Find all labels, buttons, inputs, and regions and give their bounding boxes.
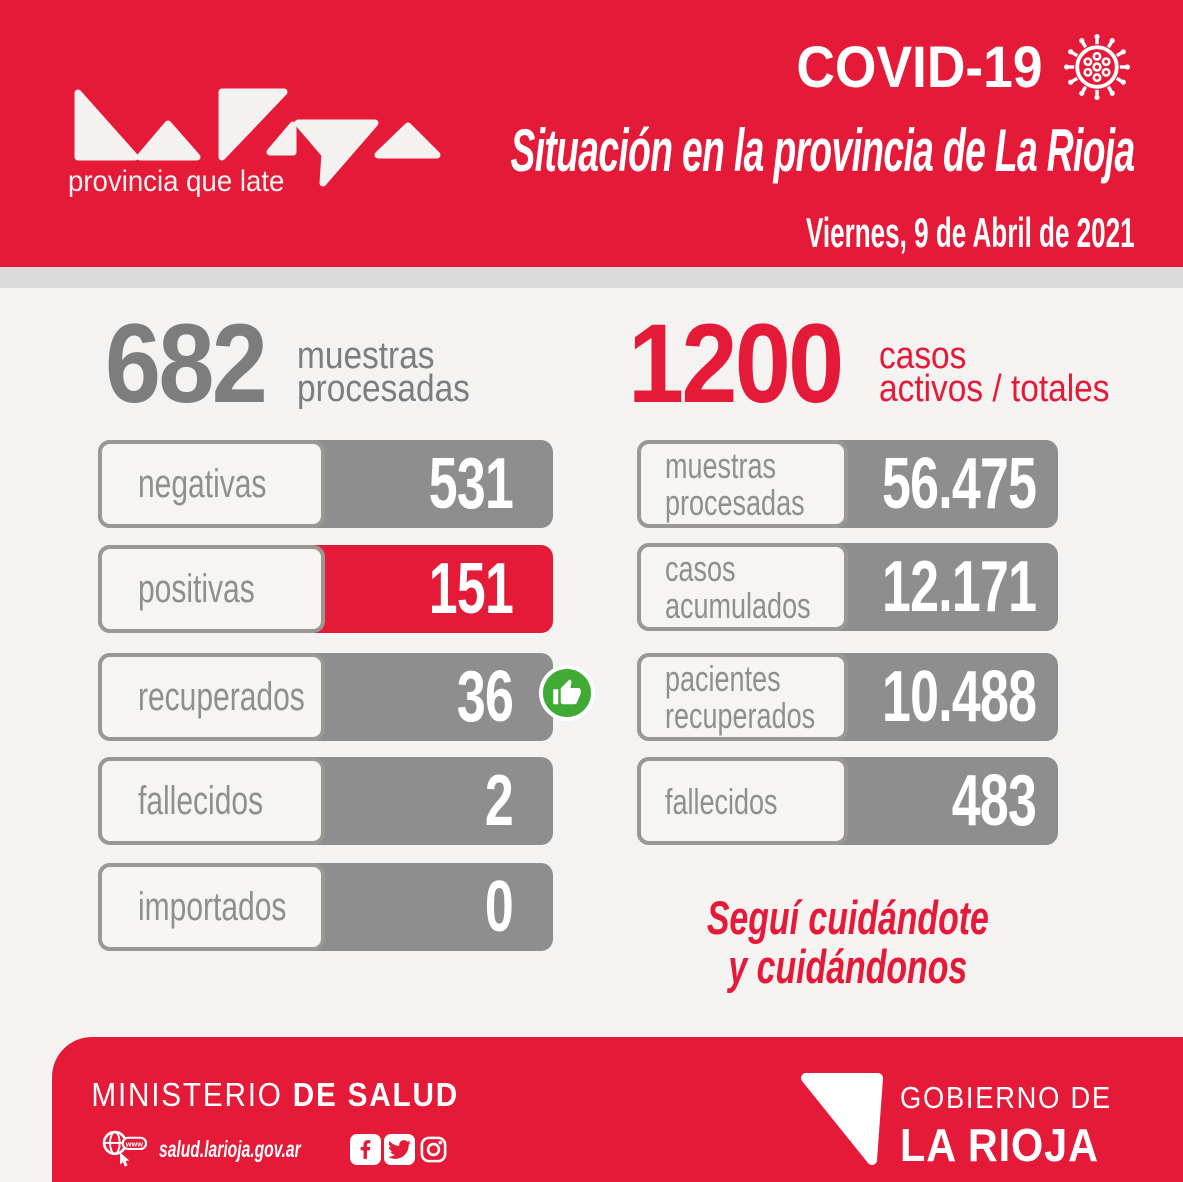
- thumbs-up-icon: [539, 665, 595, 721]
- active-cases-headline: [628, 301, 1141, 426]
- government-block: [800, 1072, 1141, 1172]
- report-date: Viernes, 9 de Abril de 2021: [806, 209, 1135, 256]
- stat-row-fallecidos-totales: [637, 757, 1058, 845]
- stat-label: fallecidos: [138, 779, 264, 823]
- virus-icon: [1059, 29, 1135, 105]
- stat-value: 2: [484, 761, 513, 841]
- care-message: Seguí cuidándote y cuidándonos: [706, 891, 989, 993]
- stat-label: negativas: [138, 462, 267, 506]
- stat-value: 10.488: [881, 657, 1036, 737]
- stat-value: 36: [456, 657, 513, 737]
- stat-value: 0: [484, 867, 513, 947]
- covid-label: COVID-19: [796, 34, 1043, 100]
- logo-tagline: provincia que late: [68, 165, 285, 198]
- stat-value: 56.475: [881, 444, 1036, 524]
- stat-label: importados: [138, 885, 287, 929]
- stat-row-negativas: [98, 440, 553, 528]
- active-cases-value: 1200: [628, 301, 842, 426]
- stat-value: 483: [951, 761, 1036, 841]
- stat-row-muestras-totales: [637, 440, 1058, 528]
- stat-label: pacientes recuperados: [665, 658, 816, 736]
- stat-row-recuperados: [98, 653, 553, 741]
- daily-samples-headline: [105, 301, 493, 426]
- svg-text:www: www: [126, 1139, 144, 1149]
- stat-label: positivas: [138, 567, 255, 611]
- stat-row-positivas: [98, 545, 553, 633]
- instagram-icon[interactable]: [418, 1134, 449, 1165]
- active-cases-label: casos activos / totales: [879, 335, 1110, 410]
- stat-label: recuperados: [138, 675, 305, 719]
- header-band: [0, 0, 1183, 267]
- twitter-icon[interactable]: [384, 1134, 415, 1165]
- header-titles: [128, 24, 1135, 257]
- stat-value: 12.171: [881, 547, 1036, 627]
- divider: [0, 267, 1183, 288]
- facebook-icon[interactable]: [350, 1134, 381, 1165]
- stat-row-pacientes-recuperados: [637, 653, 1058, 741]
- stat-label: fallecidos: [665, 780, 778, 822]
- stat-value: 531: [428, 444, 513, 524]
- stat-row-importados: [98, 863, 553, 951]
- stat-value: 151: [428, 549, 513, 629]
- website-link[interactable]: salud.larioja.gov.ar: [159, 1135, 301, 1162]
- government-line2: LA RIOJA: [900, 1119, 1099, 1171]
- globe-www-icon: [101, 1126, 153, 1172]
- stat-row-fallecidos-hoy: [98, 757, 553, 845]
- government-line1: GOBIERNO DE: [900, 1080, 1112, 1115]
- stat-label: muestras procesadas: [665, 445, 805, 523]
- daily-samples-value: 682: [105, 301, 266, 426]
- page-title: Situación en la provincia de La Rioja: [510, 117, 1135, 184]
- stat-row-casos-acumulados: [637, 543, 1058, 631]
- daily-samples-label: muestras procesadas: [296, 335, 470, 410]
- stat-label: casos acumulados: [665, 548, 811, 626]
- ministry-title: MINISTERIO DE SALUD: [91, 1076, 459, 1113]
- la-rioja-triangle-icon: [800, 1072, 884, 1166]
- ministry-block: [85, 1076, 465, 1172]
